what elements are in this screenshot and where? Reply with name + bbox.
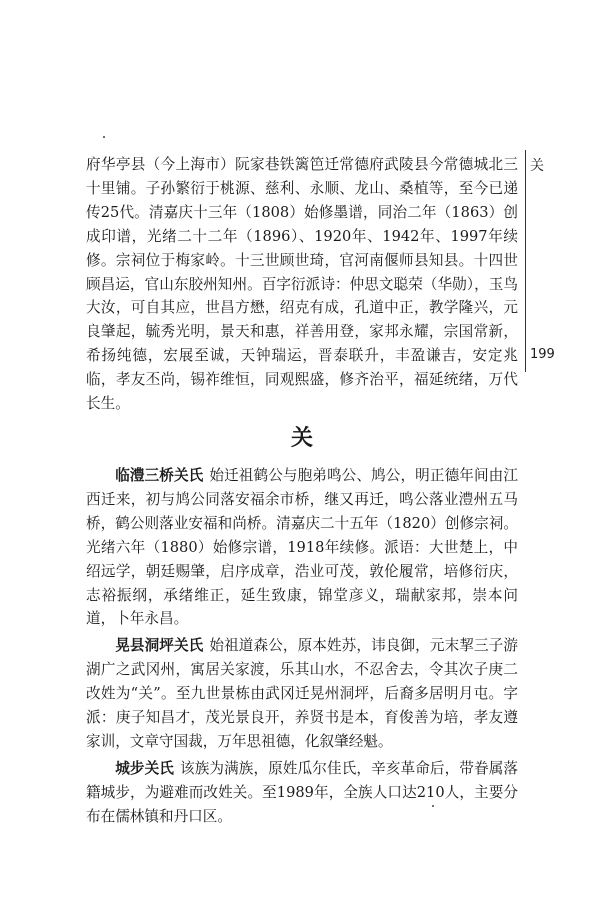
continued-paragraph: 府华亭县（今上海市）阮家巷铁篱笆迁常德府武陵县今常德城北三十里铺。子孙繁衍于桃源、慈利、永顺、龙山、桑植等，至今已递传25代。清嘉庆十三年（1808）始修墨谱，同治二年（1863）创成印谱，光绪二十二年（1896）、1920年、1942年、1997年续修。宗祠位于梅家岭。十三世顾世琦，官河南偃师县知县。十四世顾昌运，官山东胶州知州。百字衍派诗：仲思文聪荣（华勋），玉鸟大汝，可自其应，世昌方懋，绍克有成，孔道中正，教学隆兴，元良肇起，毓秀光明，景天和惠，祥善用登，家邦永耀，宗国常新，希扬纯德，宏展至诚，天钟瑞运，晋泰联升，丰盈谦吉，安定兆临，孝友丕尚，锡祚维恒，同观熙盛，修齐治平，福延统绪，万代长生。 [86, 156, 518, 413]
page-number: 199 [530, 347, 555, 362]
running-head-char: 关 [530, 158, 544, 174]
entry-text: 该族为满族，原姓瓜尔佳氏，辛亥革命后，带眷属落籍城步，为避难而改姓关。至1989年，全族人口达210人，主要分布在儒林镇和丹口区。 [86, 759, 518, 825]
entry-paragraph [86, 757, 518, 829]
entry-paragraph [86, 464, 518, 631]
entry-title: 城步关氏 [115, 759, 174, 777]
scan-speck [103, 136, 105, 138]
entry-text: 始迁祖鹤公与胞弟鸣公、鸠公，明正德年间由江西迁来，初与鸠公同落安福余市桥，继又再迁，鸣公落业澧州五马桥，鹤公则落业安福和尚桥。清嘉庆二十五年（1820）创修宗祠。光绪六年（1880）始修宗谱，1918年续修。派语：大世楚上，中绍远学，朝廷赐肇，启序成章，浩业可茂，敦伦履常，培修衍庆，志裕振纲，承绪维正，延生致康，锦堂彦义，瑞献家邦，崇本问道，卜年永昌。 [86, 466, 518, 628]
entry-title: 晃县洞坪关氏 [115, 637, 204, 655]
margin-rule [525, 150, 526, 372]
entry-title: 临澧三桥关氏 [115, 466, 204, 484]
section-heading: 关 [290, 425, 313, 451]
body-text [86, 153, 518, 829]
entry-paragraph [86, 634, 518, 754]
entry-text: 始祖道森公，原本姓苏，讳良御，元末挈三子游湖广之武冈州，寓居关家渡，乐其山水，不忍舍去，令其次子庚二改姓为“关”。至九世景栋由武冈迁晃州洞坪，后裔多居明月屯。字派：庚子知昌才，茂光景良开，养贤书是本，育俊善为培，孝友遵家训，文章守国裁，万年思祖德，化叙肇经魁。 [86, 637, 518, 750]
